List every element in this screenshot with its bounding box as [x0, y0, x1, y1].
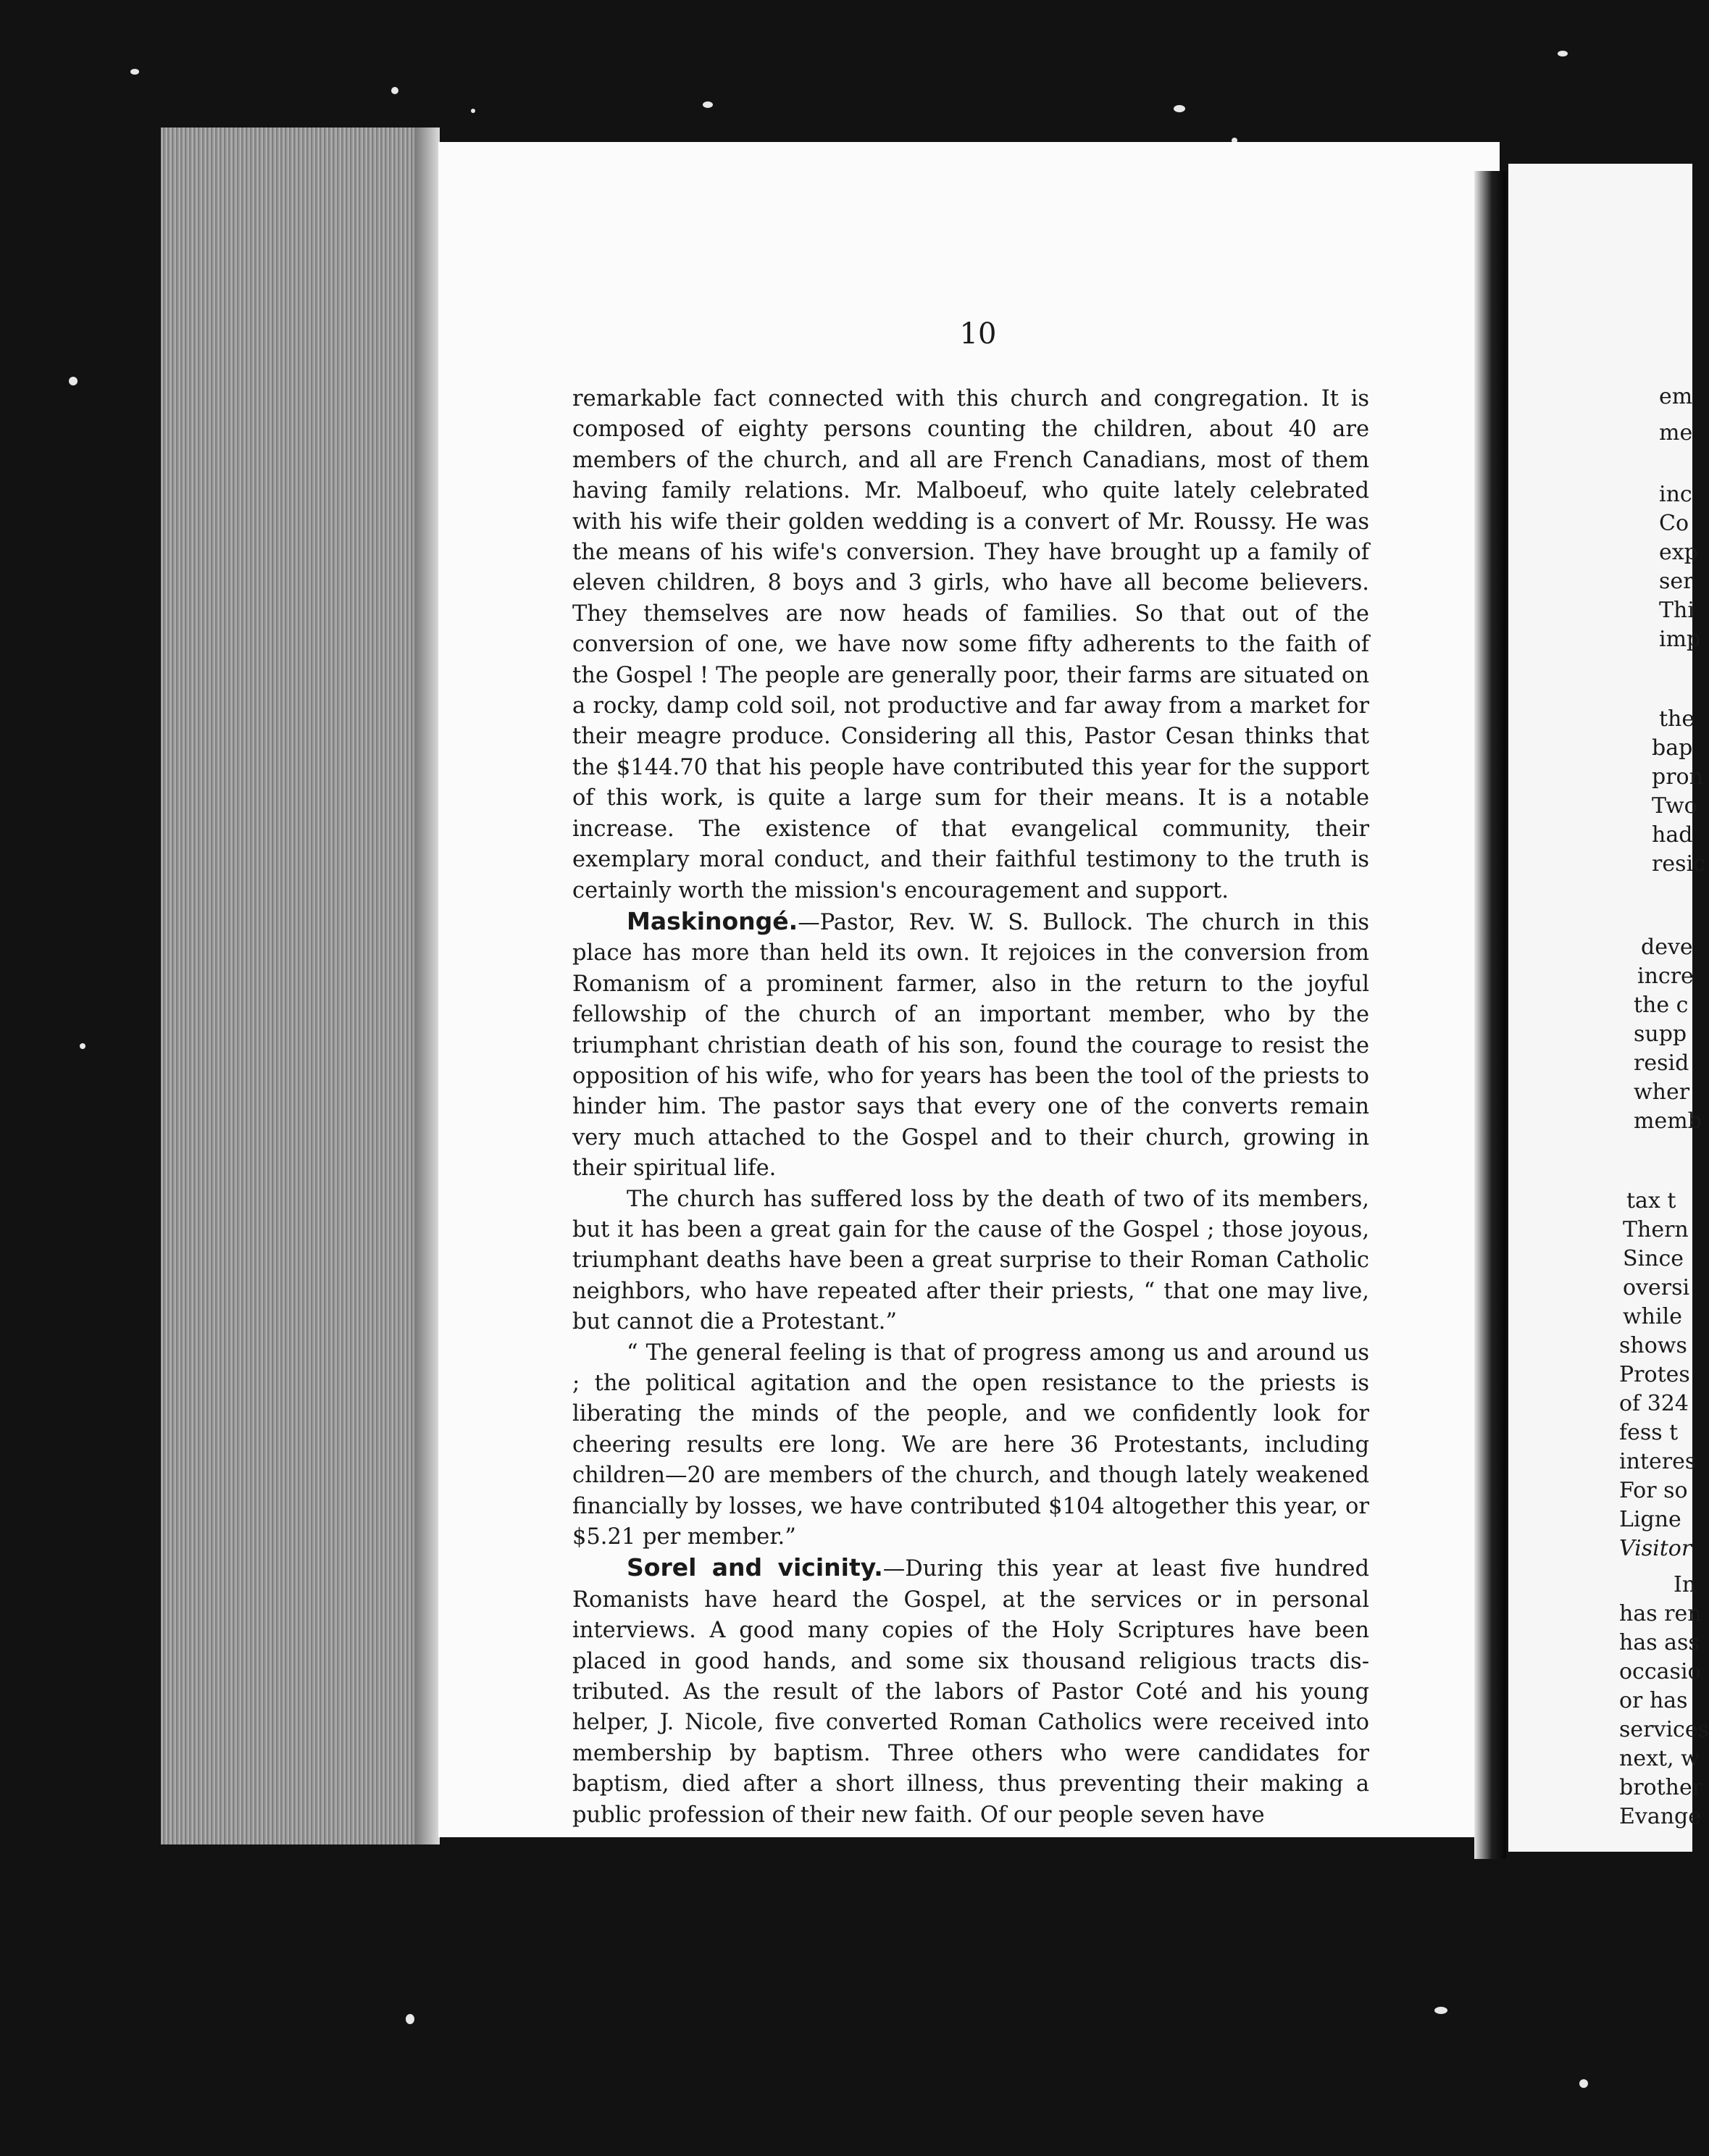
paragraph-3	[572, 1184, 1369, 1338]
text-line: us ; the political agitation and the open resistance to the priests is	[572, 1340, 1369, 1396]
section-heading: Maskinongé.	[627, 906, 798, 935]
text-line: members, but it has been a great gain for the cause of the Gospel ;	[572, 1186, 1369, 1242]
text-line: a public profession of their new faith. Of our people seven have	[572, 1771, 1369, 1828]
text-line: $144.70 that his people have contributed this year for the support	[616, 754, 1369, 780]
text-line: increase. The existence of that evangelical community, their	[572, 816, 1369, 842]
text-line: helper, J. Nicole, five converted Roman Catholics were received into	[572, 1710, 1369, 1736]
facing-page-line: ser	[1659, 569, 1694, 594]
text-line: this year, or $5.21 per member.”	[572, 1493, 1369, 1550]
book-gutter	[1474, 171, 1506, 1859]
text-line: —During this year at least five hundred	[882, 1556, 1369, 1582]
facing-page-line: incre	[1637, 964, 1694, 989]
facing-page-line: Visitor	[1619, 1536, 1692, 1561]
facing-page-line: inc	[1659, 482, 1692, 507]
section-heading: Sorel and vicinity.	[627, 1553, 883, 1582]
facing-page-line: Co	[1659, 511, 1689, 536]
text-line: Romanists have heard the Gospel, at the services or in personal	[572, 1587, 1369, 1613]
facing-page-line: oversi	[1623, 1275, 1690, 1300]
facing-page-line: occasio	[1619, 1659, 1701, 1684]
text-line: tributed. As the result of the labors of Pastor Coté and his young	[572, 1679, 1369, 1705]
text-line: Mr. Roussy. He was the means of his wife's conversion. They	[572, 509, 1370, 566]
text-line: those joyous, triumphant deaths have been a great surprise to their	[572, 1216, 1370, 1274]
facing-page-line: Thi	[1659, 598, 1695, 623]
facing-page-line: has ren	[1619, 1601, 1702, 1626]
text-line: celebrated with his wife their golden wedding is a convert of	[572, 478, 1370, 535]
text-line: them having family relations. Mr. Malboeuf, who quite lately	[572, 447, 1369, 504]
facing-page-line: or has	[1619, 1688, 1688, 1713]
text-line: of families. So that out of the conversion of one, we have now	[572, 601, 1369, 658]
facing-page-line: pron	[1652, 764, 1703, 790]
facing-page-line: supp	[1634, 1021, 1687, 1047]
text-line: —Pastor, Rev. W. S. Bullock. The church in	[798, 909, 1315, 935]
page-body	[572, 384, 1369, 1831]
facing-page-line: Two	[1652, 793, 1697, 819]
facing-page-line: resid	[1634, 1050, 1689, 1076]
text-line: church, growing in their spiritual life.	[572, 1124, 1370, 1182]
text-line: Roman Catholic neighbors, who have repeated after their priests,	[572, 1248, 1369, 1304]
facing-page-line: imp	[1659, 627, 1701, 652]
text-line: The church has suffered loss by the death of two of its	[627, 1186, 1250, 1212]
paragraph-1	[572, 384, 1369, 906]
paragraph-4	[572, 1338, 1369, 1553]
text-line: not productive and far away from a market for their meagre	[572, 693, 1369, 750]
text-line: generally poor, their farms are situated on a rocky, damp cold soil,	[572, 662, 1370, 719]
text-line: members of the church, and all are French Canadians, most of	[572, 447, 1303, 473]
text-line: interviews. A good many copies of the Holy Scriptures have been	[572, 1618, 1369, 1644]
text-line: of this work, is quite a large sum for their means. It is a notable	[572, 785, 1369, 811]
facing-page-line: tax t	[1626, 1188, 1676, 1213]
facing-page-line: of 324	[1619, 1391, 1689, 1416]
text-line: baptism, died after a short illness, thus preventing their making	[572, 1771, 1344, 1797]
text-line: some fifty adherents to the faith of the Gospel ! The people are	[572, 632, 1369, 688]
text-line: of the priests to hinder him. The pastor says that every one of	[572, 1063, 1370, 1120]
facing-page-line: memb	[1634, 1108, 1702, 1134]
facing-page-line: em	[1659, 384, 1693, 409]
text-line: exemplary moral conduct, and their faithful testimony to the truth	[572, 847, 1342, 873]
facing-page-line: Evange	[1619, 1804, 1702, 1829]
paragraph-sorel	[572, 1553, 1369, 1831]
text-line: placed in good hands, and some six thousand religious tracts dis-	[572, 1648, 1369, 1674]
text-line: membership by baptism. Three others who were candidates for	[572, 1740, 1369, 1766]
facing-page-line: me	[1659, 420, 1693, 446]
facing-page-line: Thern	[1623, 1217, 1689, 1242]
facing-page-line: has ass	[1619, 1630, 1700, 1655]
facing-page-line: interes	[1619, 1449, 1697, 1474]
facing-page-line: brother	[1619, 1775, 1703, 1800]
facing-page-line: wher	[1634, 1079, 1690, 1105]
text-line: “ that one may live, but cannot die a Protestant.”	[572, 1278, 1369, 1335]
facing-page-line: the c	[1634, 993, 1689, 1018]
page-number: 10	[959, 317, 997, 351]
page-edges	[161, 128, 440, 1844]
facing-page-line: while	[1623, 1304, 1682, 1329]
text-line: children—20 are members of the church, and though lately	[572, 1463, 1248, 1489]
text-line: remarkable fact connected with this church and congregation. It	[572, 386, 1340, 411]
facing-page-line: resic	[1652, 851, 1705, 877]
facing-page-line: Since	[1623, 1246, 1684, 1271]
text-line: cheering results ere long. We are here 36 Protestants, including	[572, 1432, 1369, 1458]
text-line: have brought up a family of eleven children, 8 boys and 3 girls,	[572, 540, 1369, 596]
facing-page-line: services	[1619, 1717, 1709, 1742]
facing-page-line: shows	[1619, 1333, 1687, 1358]
text-line: from Romanism of a prominent farmer, also in the return to the joyful	[572, 940, 1369, 997]
facing-page-line: exp	[1659, 540, 1698, 565]
text-line: is composed of eighty persons counting the children, about 40 are	[572, 386, 1369, 443]
facing-page-fragment	[1508, 164, 1709, 1852]
facing-page-line: next, w	[1619, 1746, 1700, 1771]
text-line: weakened financially by losses, we have contributed $104 altogether	[572, 1463, 1369, 1519]
facing-page-line: In	[1674, 1572, 1697, 1597]
text-line: triumphant christian death of his son, found the courage to	[572, 1032, 1253, 1058]
paragraph-maskinonge	[572, 906, 1369, 1184]
text-line: this place has more than held its own. It rejoices in the conversion	[572, 909, 1369, 966]
text-line: the converts remain very much attached to the Gospel and to their	[572, 1094, 1369, 1150]
facing-page-line: deve	[1641, 935, 1693, 960]
facing-page-line: fess t	[1619, 1420, 1679, 1445]
text-line: “ The general feeling is that of progress among us and around	[627, 1340, 1336, 1366]
text-line: produce. Considering all this, Pastor Cesan thinks that the	[572, 724, 1370, 780]
text-line: liberating the minds of the people, and we confidently look for	[572, 1401, 1369, 1427]
facing-page-line: the	[1659, 706, 1695, 732]
facing-page-line: For so	[1619, 1478, 1688, 1503]
facing-page-line: Ligne	[1619, 1507, 1681, 1532]
facing-page-line: had	[1652, 822, 1693, 848]
text-line: resist the opposition of his wife, who for years has been the tool	[572, 1032, 1369, 1089]
text-line: who have all become believers. They themselves are now heads	[572, 570, 1369, 627]
text-line: is certainly worth the mission's encouragement and support.	[572, 847, 1369, 903]
facing-page-line: Protes	[1619, 1362, 1690, 1387]
text-line: fellowship of the church of an important member, who by the	[572, 1002, 1369, 1028]
facing-page-line: bap	[1652, 735, 1693, 761]
